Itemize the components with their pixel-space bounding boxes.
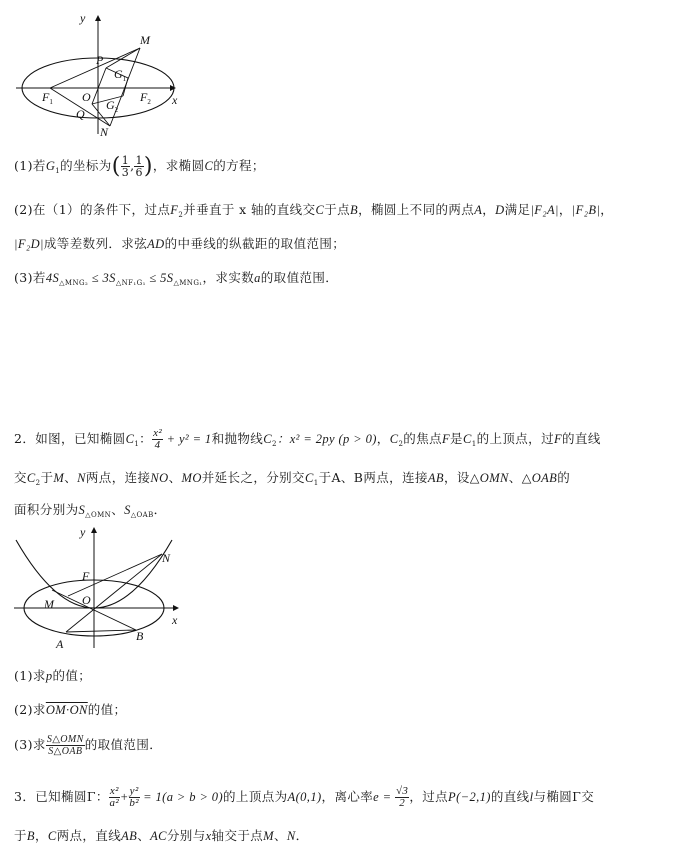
text: ，	[34, 828, 48, 843]
abs-f2b: |F₂B|	[571, 203, 601, 217]
label-a: A	[56, 637, 64, 651]
sub: 2	[35, 479, 41, 487]
var-b: B	[350, 203, 359, 217]
problem1-q3	[14, 268, 338, 287]
label-m: M	[44, 597, 54, 611]
point-p: P(−2,1)	[448, 790, 491, 804]
text: (3)求	[14, 737, 46, 752]
sub: 1	[471, 440, 477, 448]
text: 3．已知椭圆Γ：	[14, 789, 109, 804]
problem1-q2-line1	[14, 200, 613, 219]
label-n: N	[100, 125, 109, 138]
expr: 4S	[45, 271, 60, 285]
text: 的值；	[52, 668, 92, 683]
text: 的坐标为	[60, 158, 112, 173]
var-c1: C	[125, 432, 135, 446]
label-f: F	[82, 569, 90, 583]
var-mo: MO	[181, 471, 202, 485]
var-a: A	[474, 203, 483, 217]
text: (3)若	[14, 270, 46, 285]
text: 2．如图，已知椭圆	[14, 431, 126, 446]
tri-omn: △OMN	[469, 471, 509, 485]
text: 的上顶点为	[223, 789, 288, 804]
text: 两点，直线	[56, 828, 122, 843]
var-c2: C	[263, 432, 272, 446]
text: 于	[40, 470, 54, 485]
text: ，离心率	[321, 789, 374, 804]
text: ，	[376, 431, 390, 446]
var-f2: F	[170, 203, 179, 217]
abs-f2a: |F₂A|	[530, 203, 559, 217]
label-g1: $G_1$	[114, 67, 127, 83]
label-o: O	[82, 90, 91, 104]
label-o: O	[82, 593, 91, 607]
line-a-b	[66, 630, 136, 632]
text: 、	[111, 502, 125, 517]
var-s: S	[124, 503, 131, 517]
var-c: C	[47, 829, 57, 843]
sub: 2	[271, 440, 277, 448]
var-c: C	[315, 203, 325, 217]
text: ．	[153, 502, 167, 517]
var-p: p	[45, 669, 53, 683]
var-c1: C	[462, 432, 472, 446]
paren-close: )	[143, 154, 153, 179]
text: 面积分别为	[14, 502, 79, 517]
text: 、	[64, 470, 78, 485]
label-y: y	[80, 525, 86, 539]
var-f: F	[553, 432, 563, 446]
problem2-line1	[14, 428, 601, 451]
vector-product: OM·ON	[45, 703, 88, 717]
problem2-q2	[14, 700, 126, 718]
var-s: S	[78, 503, 86, 517]
text: (1)求	[14, 668, 46, 683]
fraction-area-ratio: $\frac{\text{S△OMN}}{\text{S△OAB}}$	[46, 734, 84, 757]
text: ，设	[443, 470, 470, 485]
var-c: C	[204, 159, 214, 173]
var-ac: AC	[150, 829, 167, 843]
label-x: x	[172, 93, 178, 107]
problem3-line2	[14, 826, 309, 844]
sub: △OAB	[130, 511, 154, 519]
var-c1: C	[304, 471, 314, 485]
problem1-q2-line2	[14, 234, 345, 252]
text: 的	[557, 470, 571, 485]
label-f2: $F_2$	[140, 90, 151, 106]
figure-2-ellipse-parabola-diagram	[10, 522, 190, 652]
expr: + y² = 1	[163, 432, 212, 446]
var-no: NO	[150, 471, 169, 485]
fraction-x2-a2: $\frac{\text{x²}}{\text{a²}}$	[109, 785, 120, 809]
figure-1-ellipse-diagram	[10, 8, 190, 138]
text: 与椭圆Γ交	[533, 789, 595, 804]
var-ab: AB	[121, 829, 138, 843]
label-y: y	[80, 11, 86, 25]
text: ，求实数	[202, 270, 255, 285]
var-c2: C	[389, 432, 399, 446]
text: ，过点	[409, 789, 449, 804]
var-n: N	[286, 829, 296, 843]
text: 的方程；	[213, 158, 265, 173]
point-a: A(0,1)	[287, 790, 322, 804]
expr: ≤ 3S	[88, 271, 116, 285]
expr: ≤ 5S	[145, 271, 174, 285]
problem2-q1	[14, 666, 91, 684]
text: 分别与	[166, 828, 206, 843]
text: 并垂直于 x 轴的直线交	[183, 202, 316, 217]
text: ，	[600, 202, 614, 217]
label-p: P	[96, 53, 104, 67]
var-a: a	[254, 271, 261, 285]
text: 成等差数列．求弦	[43, 236, 148, 251]
var-e: e =	[373, 790, 395, 804]
label-m: M	[140, 33, 150, 47]
sub: △OMN	[85, 511, 112, 519]
var-f: F	[442, 432, 451, 446]
text: (2)求	[14, 702, 46, 717]
label-x: x	[172, 613, 178, 627]
text: (1)若	[14, 158, 46, 173]
text: ，椭圆上不同的两点	[358, 202, 475, 217]
line-p-q	[92, 68, 106, 104]
label-g2: $G_2$	[106, 98, 119, 114]
fraction-x2-4: $\frac{\text{x²}}{4}$	[153, 427, 163, 451]
text: 于A、B两点，连接	[318, 470, 428, 485]
text: ，	[482, 202, 496, 217]
text: 于点	[324, 202, 351, 217]
text: 是	[450, 431, 463, 446]
text: 和抛物线	[211, 431, 264, 446]
var-ad: AD	[147, 237, 165, 251]
text: ，求椭圆	[152, 158, 205, 173]
var-l: l	[529, 790, 534, 804]
plus: +	[119, 790, 129, 804]
text: 、	[137, 828, 151, 843]
text: 的焦点	[403, 431, 442, 446]
text: 的取值范围．	[84, 737, 163, 752]
text: 的直线	[562, 431, 601, 446]
label-b: B	[136, 629, 144, 643]
paren-open: (	[111, 154, 121, 179]
sub: 2	[178, 211, 184, 219]
problem1-q1: (1)若$G_1$的坐标为( $\frac{1}{3}$ , $\frac{1}{6}$ )，求椭圆C的方程；	[14, 154, 265, 179]
sub: 1	[55, 167, 61, 175]
sub: 1	[313, 479, 319, 487]
sub: △MNG₁	[173, 279, 203, 287]
var-b: B	[26, 829, 35, 843]
expr: ：x² = 2py (p > 0)	[276, 432, 377, 446]
var-m: M	[53, 471, 65, 485]
sub: △NF₁G₁	[115, 279, 146, 287]
text: 的中垂线的纵截距的取值范围；	[164, 236, 346, 251]
sub: △MNG₂	[59, 279, 89, 287]
var-m: M	[263, 829, 274, 843]
var-x: x	[205, 829, 212, 843]
text: 的直线	[490, 789, 530, 804]
var-d: D	[495, 203, 505, 217]
problem2-line2	[14, 468, 570, 487]
text: 、	[273, 828, 287, 843]
sub: 2	[398, 440, 404, 448]
text: 、	[508, 470, 522, 485]
text: 的值；	[87, 702, 127, 717]
line-n-a	[66, 554, 162, 632]
var-n: N	[77, 471, 86, 485]
label-n: N	[162, 551, 171, 565]
problem3-line1	[14, 786, 594, 809]
problem2-line3	[14, 500, 167, 519]
var-c2: C	[26, 471, 36, 485]
sub: 1	[134, 440, 140, 448]
text: 并延长之，分别交	[201, 470, 305, 485]
fraction-sqrt3-2: $\frac{√3}{2}$	[396, 785, 409, 809]
text: 于	[14, 828, 27, 843]
text: 、	[168, 470, 182, 485]
text: ：	[139, 431, 153, 446]
problem2-q3	[14, 734, 162, 757]
tri-oab: △OAB	[521, 471, 558, 485]
text: ，	[558, 202, 572, 217]
label-f1: $F_1$	[42, 90, 53, 106]
var-g: G	[45, 159, 56, 173]
text: 轴交于点	[211, 828, 264, 843]
text: 两点，连接	[85, 470, 151, 485]
text: ．	[295, 828, 309, 843]
fraction-1-6: $\frac{1}{6}$	[135, 154, 143, 179]
var-ab: AB	[427, 471, 444, 485]
text: (2)在（1）的条件下，过点	[14, 202, 171, 217]
text: 满足	[504, 202, 531, 217]
text: 的上顶点，过	[476, 431, 554, 446]
fraction-1-3: $\frac{1}{3}$	[121, 154, 130, 179]
expr: = 1(a > b > 0)	[139, 790, 224, 804]
fraction-y2-b2: $\frac{\text{y²}}{\text{b²}}$	[129, 785, 139, 809]
text: 交	[14, 470, 27, 485]
text: 的取值范围．	[260, 270, 339, 285]
label-q: Q	[76, 107, 85, 121]
abs-f2d: |F₂D|	[14, 237, 44, 251]
